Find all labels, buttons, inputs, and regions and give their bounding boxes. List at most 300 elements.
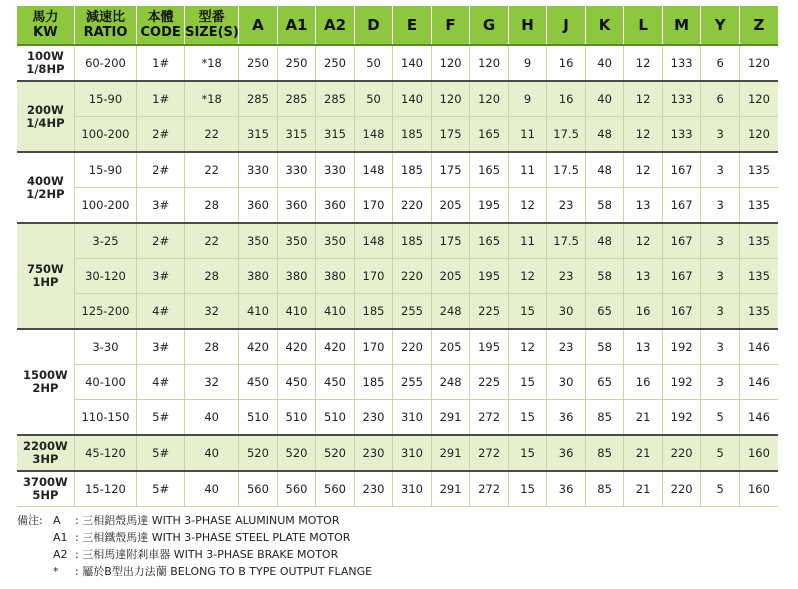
table-cell: 165: [470, 117, 509, 153]
table-cell: 3-25: [74, 223, 136, 259]
table-cell: 410: [277, 294, 316, 330]
table-cell: 12: [624, 81, 663, 117]
column-header: [17, 6, 74, 45]
motor-kw: 1500W: [23, 368, 68, 382]
table-row: [17, 365, 778, 400]
table-cell: 5#: [137, 471, 185, 507]
note-row: [17, 529, 372, 546]
column-header: [137, 6, 185, 45]
table-cell: 3: [701, 152, 740, 188]
table-cell: 360: [239, 188, 278, 224]
note-lead: [17, 563, 53, 580]
table-cell: 13: [624, 259, 663, 294]
table-cell: 3: [701, 329, 740, 365]
table-cell: 16: [624, 365, 663, 400]
table-cell: 3: [701, 365, 740, 400]
note-lead: [17, 546, 53, 563]
column-header: [470, 6, 509, 45]
table-row: [17, 259, 778, 294]
table-cell: 40: [585, 45, 624, 81]
table-cell: 4#: [137, 365, 185, 400]
table-cell: 175: [431, 223, 470, 259]
motor-hp: 1/2HP: [26, 186, 65, 201]
table-row: [17, 188, 778, 224]
table-cell: 32: [185, 365, 239, 400]
table-cell: 17.5: [547, 117, 586, 153]
table-cell: 5#: [137, 435, 185, 471]
table-cell: 146: [739, 365, 778, 400]
table-cell: 6: [701, 45, 740, 81]
table-row: [17, 223, 778, 259]
table-cell: 560: [316, 471, 355, 507]
table-cell: 165: [470, 223, 509, 259]
table-cell: 4#: [137, 294, 185, 330]
table-cell: 135: [739, 152, 778, 188]
column-header: [585, 6, 624, 45]
header-row: [17, 6, 778, 45]
column-header-top: F: [445, 15, 456, 34]
notes: [17, 512, 372, 580]
table-cell: 15: [508, 294, 547, 330]
table-cell: 225: [470, 365, 509, 400]
column-header: [662, 6, 701, 45]
table-cell: 225: [470, 294, 509, 330]
table-cell: 120: [431, 81, 470, 117]
table-cell: 36: [547, 471, 586, 507]
table-cell: 17.5: [547, 152, 586, 188]
column-header: [624, 6, 663, 45]
table-cell: 310: [393, 435, 432, 471]
note-text: : 屬於B型出力法蘭 BELONG TO B TYPE OUTPUT FLANGE: [75, 565, 373, 578]
table-cell: 85: [585, 471, 624, 507]
table-cell: 420: [316, 329, 355, 365]
table-cell: 146: [739, 400, 778, 436]
table-cell: 315: [316, 117, 355, 153]
column-header-top: G: [482, 15, 496, 34]
table-cell: 85: [585, 435, 624, 471]
column-header-top: 型番: [198, 10, 225, 25]
table-cell: 175: [431, 152, 470, 188]
motor-power-cell: [17, 152, 74, 223]
table-cell: 17.5: [547, 223, 586, 259]
motor-kw: 400W: [27, 173, 64, 188]
table-cell: 50: [354, 45, 393, 81]
table-cell: 9: [508, 81, 547, 117]
table-cell: 3#: [137, 259, 185, 294]
table-cell: 16: [547, 81, 586, 117]
table-cell: 205: [431, 188, 470, 224]
column-header-top: Z: [753, 15, 765, 34]
table-cell: 12: [508, 259, 547, 294]
table-cell: 420: [239, 329, 278, 365]
motor-hp: 3HP: [32, 452, 59, 466]
motor-kw: 2200W: [23, 439, 68, 453]
note-lead: [17, 529, 53, 546]
table-cell: 120: [470, 45, 509, 81]
table-cell: 3#: [137, 188, 185, 224]
table-cell: 350: [239, 223, 278, 259]
column-header: [547, 6, 586, 45]
table-cell: 133: [662, 81, 701, 117]
table-cell: 230: [354, 435, 393, 471]
table-cell: 170: [354, 188, 393, 224]
table-cell: 560: [239, 471, 278, 507]
column-header-bottom: CODE: [140, 25, 181, 40]
table-cell: 21: [624, 471, 663, 507]
table-cell: 12: [624, 117, 663, 153]
note-key: *: [53, 565, 59, 578]
table-cell: 230: [354, 471, 393, 507]
motor-hp: 1HP: [32, 275, 59, 289]
table-cell: 410: [316, 294, 355, 330]
table-cell: 450: [277, 365, 316, 400]
column-header-top: A1: [285, 15, 308, 34]
table-cell: 28: [185, 259, 239, 294]
table-cell: 135: [739, 188, 778, 224]
table-cell: 330: [239, 152, 278, 188]
table-cell: 120: [739, 117, 778, 153]
table-cell: 22: [185, 152, 239, 188]
table-cell: 65: [585, 365, 624, 400]
table-cell: 3: [701, 188, 740, 224]
table-cell: 310: [393, 471, 432, 507]
motor-power-cell: [17, 45, 74, 81]
table-cell: 15-120: [74, 471, 136, 507]
note-lead: 備注:: [17, 514, 43, 527]
column-header-top: 本體: [147, 10, 174, 25]
table-cell: 85: [585, 400, 624, 436]
table-cell: 380: [316, 259, 355, 294]
column-header: [393, 6, 432, 45]
table-cell: 360: [277, 188, 316, 224]
table-cell: 315: [239, 117, 278, 153]
table-cell: 133: [662, 117, 701, 153]
table-cell: 3: [701, 259, 740, 294]
column-header-bottom: SIZE(S): [185, 25, 239, 40]
table-cell: 220: [393, 188, 432, 224]
table-cell: 520: [239, 435, 278, 471]
note-key: A2: [53, 548, 68, 561]
column-header: [316, 6, 355, 45]
table-cell: 167: [662, 259, 701, 294]
table-row: [17, 294, 778, 330]
table-cell: 100-200: [74, 117, 136, 153]
table-row: [17, 45, 778, 81]
table-cell: 110-150: [74, 400, 136, 436]
table-cell: 510: [316, 400, 355, 436]
table-cell: 40: [185, 471, 239, 507]
table-cell: 32: [185, 294, 239, 330]
table-cell: 3#: [137, 329, 185, 365]
table-cell: 40: [185, 435, 239, 471]
table-cell: 350: [277, 223, 316, 259]
table-cell: 510: [239, 400, 278, 436]
table-cell: 520: [316, 435, 355, 471]
table-cell: 160: [739, 435, 778, 471]
table-cell: 146: [739, 329, 778, 365]
table-cell: 185: [354, 365, 393, 400]
table-cell: 350: [316, 223, 355, 259]
table-cell: 15: [508, 435, 547, 471]
note-text: : 三相馬達附剎車器 WITH 3-PHASE BRAKE MOTOR: [75, 548, 339, 561]
table-cell: 285: [316, 81, 355, 117]
table-cell: 160: [739, 471, 778, 507]
column-header-bottom: RATIO: [83, 25, 128, 40]
table-cell: 12: [624, 45, 663, 81]
table-row: [17, 117, 778, 153]
table-cell: 205: [431, 259, 470, 294]
column-header: [508, 6, 547, 45]
table-cell: 58: [585, 329, 624, 365]
motor-power-cell: [17, 223, 74, 329]
column-header-top: J: [563, 15, 569, 34]
table-cell: 220: [662, 435, 701, 471]
column-header-top: H: [521, 15, 534, 34]
note-key: A1: [53, 531, 68, 544]
column-header: [739, 6, 778, 45]
table-cell: 16: [624, 294, 663, 330]
motor-hp: 5HP: [32, 488, 59, 502]
table-cell: 272: [470, 435, 509, 471]
note-row: [17, 563, 372, 580]
table-cell: 22: [185, 223, 239, 259]
table-cell: 170: [354, 259, 393, 294]
table-cell: 5: [701, 435, 740, 471]
motor-kw: 200W: [27, 102, 64, 117]
column-header: [277, 6, 316, 45]
table-cell: 40: [185, 400, 239, 436]
table-cell: 510: [277, 400, 316, 436]
table-cell: 255: [393, 294, 432, 330]
column-header-top: Y: [714, 15, 726, 34]
table-cell: 1#: [137, 45, 185, 81]
table-cell: 2#: [137, 152, 185, 188]
table-cell: 285: [277, 81, 316, 117]
motor-kw: 100W: [27, 49, 64, 63]
column-header: [74, 6, 136, 45]
table-cell: 185: [393, 117, 432, 153]
table-cell: 192: [662, 329, 701, 365]
column-header: [354, 6, 393, 45]
table-cell: 185: [354, 294, 393, 330]
table-cell: 21: [624, 400, 663, 436]
note-text: : 三相鋁殼馬達 WITH 3-PHASE ALUMINUM MOTOR: [75, 514, 340, 527]
table-cell: 148: [354, 223, 393, 259]
table-cell: 315: [277, 117, 316, 153]
table-cell: *18: [185, 45, 239, 81]
column-header-top: E: [406, 15, 418, 34]
motor-kw: 750W: [27, 262, 64, 276]
table-cell: 13: [624, 329, 663, 365]
table-cell: 15-90: [74, 81, 136, 117]
table-cell: 48: [585, 223, 624, 259]
table-cell: 255: [393, 365, 432, 400]
table-cell: 36: [547, 400, 586, 436]
table-cell: 23: [547, 329, 586, 365]
table-cell: 192: [662, 365, 701, 400]
motor-hp: 1/8HP: [26, 62, 65, 76]
table-cell: 170: [354, 329, 393, 365]
table-cell: 175: [431, 117, 470, 153]
table-cell: 15: [508, 471, 547, 507]
table-cell: 195: [470, 188, 509, 224]
table-cell: 3: [701, 294, 740, 330]
table-cell: 40: [585, 81, 624, 117]
table-cell: 15-90: [74, 152, 136, 188]
table-cell: 135: [739, 259, 778, 294]
table-cell: 220: [662, 471, 701, 507]
table-cell: 125-200: [74, 294, 136, 330]
table-cell: 140: [393, 45, 432, 81]
table-cell: 148: [354, 152, 393, 188]
table-cell: 167: [662, 223, 701, 259]
table-cell: 60-200: [74, 45, 136, 81]
table-body: [17, 45, 778, 507]
table-cell: 13: [624, 188, 663, 224]
table-cell: 291: [431, 471, 470, 507]
table-cell: 450: [239, 365, 278, 400]
table-cell: 48: [585, 117, 624, 153]
table-cell: 380: [239, 259, 278, 294]
column-header-top: 減速比: [85, 10, 125, 25]
table-cell: 30: [547, 294, 586, 330]
column-header-top: K: [598, 15, 611, 34]
notes-list: [17, 512, 372, 580]
table-cell: 5: [701, 400, 740, 436]
table-cell: 185: [393, 152, 432, 188]
table-cell: 140: [393, 81, 432, 117]
table-cell: 23: [547, 188, 586, 224]
table-cell: 28: [185, 329, 239, 365]
column-header: [431, 6, 470, 45]
table-cell: 23: [547, 259, 586, 294]
table-cell: 58: [585, 188, 624, 224]
table-cell: 291: [431, 435, 470, 471]
table-cell: 205: [431, 329, 470, 365]
table-cell: 30: [547, 365, 586, 400]
table-cell: 291: [431, 400, 470, 436]
table-cell: 5#: [137, 400, 185, 436]
table-cell: 45-120: [74, 435, 136, 471]
table-cell: 21: [624, 435, 663, 471]
column-header-top: L: [638, 15, 648, 34]
table-cell: 135: [739, 223, 778, 259]
column-header-top: 馬力: [32, 10, 59, 25]
table-cell: 120: [739, 45, 778, 81]
table-cell: 220: [393, 329, 432, 365]
column-header-top: A2: [323, 15, 347, 34]
table-cell: 12: [624, 223, 663, 259]
table-cell: 250: [239, 45, 278, 81]
table-cell: 133: [662, 45, 701, 81]
note-key: A: [53, 514, 61, 527]
table-cell: 420: [277, 329, 316, 365]
table-cell: 330: [277, 152, 316, 188]
table-cell: 2#: [137, 223, 185, 259]
table-cell: 30-120: [74, 259, 136, 294]
table-cell: 165: [470, 152, 509, 188]
note-row: [17, 546, 372, 563]
table-cell: 120: [431, 45, 470, 81]
table-cell: 58: [585, 259, 624, 294]
column-header: [185, 6, 239, 45]
table-cell: 272: [470, 400, 509, 436]
table-cell: 6: [701, 81, 740, 117]
motor-power-cell: [17, 329, 74, 435]
table-cell: 360: [316, 188, 355, 224]
table-cell: 192: [662, 400, 701, 436]
table-row: [17, 329, 778, 365]
table-cell: 50: [354, 81, 393, 117]
column-header-bottom: KW: [33, 25, 58, 40]
table-cell: 12: [508, 188, 547, 224]
column-header-top: M: [674, 15, 690, 34]
table-row: [17, 471, 778, 507]
table-row: [17, 81, 778, 117]
column-header: [239, 6, 278, 45]
table-cell: 330: [316, 152, 355, 188]
table-cell: 11: [508, 117, 547, 153]
table-cell: 148: [354, 117, 393, 153]
table-cell: 22: [185, 117, 239, 153]
table-cell: 100-200: [74, 188, 136, 224]
table-cell: 195: [470, 329, 509, 365]
motor-hp: 1/4HP: [26, 115, 65, 130]
table-cell: 248: [431, 294, 470, 330]
note-text: : 三相鐵殼馬達 WITH 3-PHASE STEEL PLATE MOTOR: [75, 531, 351, 544]
table-row: [17, 152, 778, 188]
table-cell: 120: [739, 81, 778, 117]
table-cell: 167: [662, 294, 701, 330]
table-cell: 560: [277, 471, 316, 507]
table-cell: 248: [431, 365, 470, 400]
table-cell: 2#: [137, 117, 185, 153]
table-cell: 120: [470, 81, 509, 117]
table-cell: 3: [701, 117, 740, 153]
table-cell: 3-30: [74, 329, 136, 365]
motor-power-cell: [17, 81, 74, 152]
table-cell: 9: [508, 45, 547, 81]
table-cell: 3: [701, 223, 740, 259]
table-cell: 285: [239, 81, 278, 117]
table-cell: 185: [393, 223, 432, 259]
table-cell: 11: [508, 223, 547, 259]
table-cell: 11: [508, 152, 547, 188]
table-cell: *18: [185, 81, 239, 117]
table-cell: 230: [354, 400, 393, 436]
table-cell: 12: [624, 152, 663, 188]
table-row: [17, 435, 778, 471]
table-cell: 250: [316, 45, 355, 81]
table-cell: 410: [239, 294, 278, 330]
table-cell: 220: [393, 259, 432, 294]
table-cell: 135: [739, 294, 778, 330]
table-cell: 450: [316, 365, 355, 400]
table-cell: 15: [508, 400, 547, 436]
table-cell: 5: [701, 471, 740, 507]
motor-power-cell: [17, 435, 74, 471]
note-row: [17, 512, 372, 529]
column-header-top: A: [252, 15, 264, 34]
table-cell: 65: [585, 294, 624, 330]
spec-table: [17, 6, 778, 507]
table-cell: 15: [508, 365, 547, 400]
table-cell: 36: [547, 435, 586, 471]
motor-kw: 3700W: [23, 475, 68, 489]
table-cell: 272: [470, 471, 509, 507]
column-header: [701, 6, 740, 45]
column-header-top: D: [367, 15, 380, 34]
